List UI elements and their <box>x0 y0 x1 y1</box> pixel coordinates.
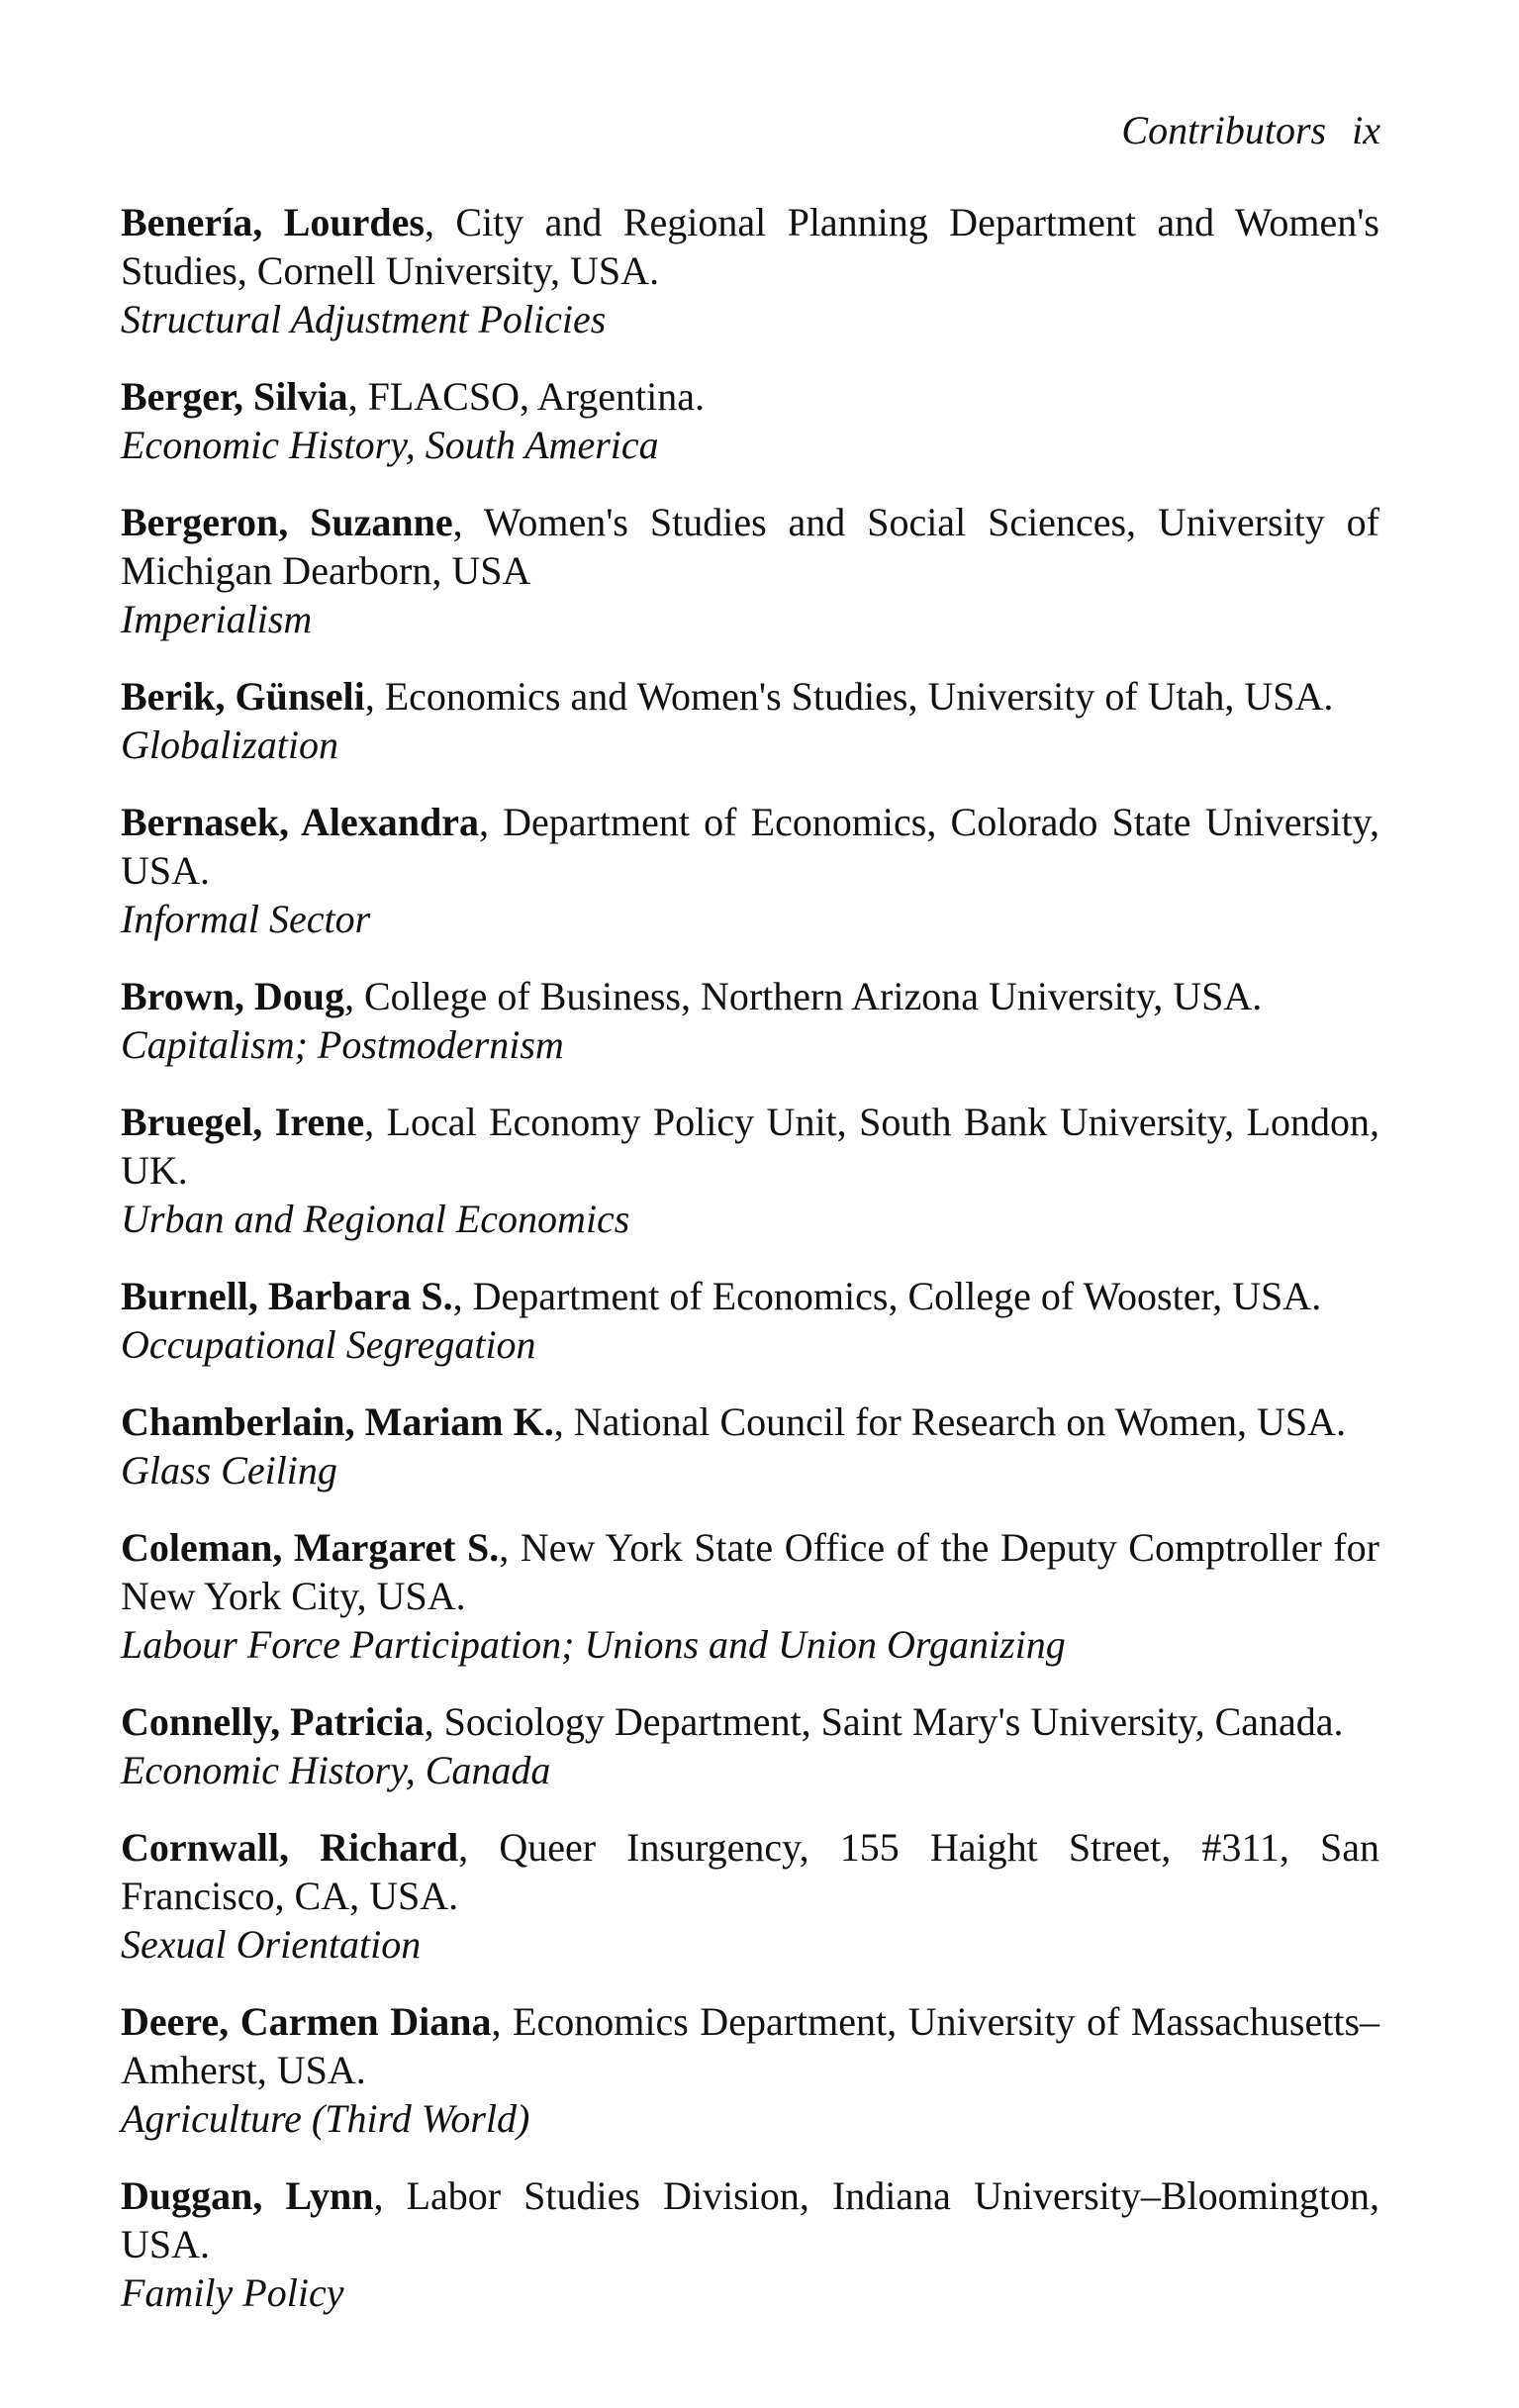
contributor-entry <box>121 198 1379 343</box>
contributor-topic: Urban and Regional Economics <box>121 1197 630 1241</box>
contributor-name: Cornwall, Richard <box>121 1825 459 1870</box>
contributor-list <box>121 198 1379 2346</box>
contributor-details: Bruegel, Irene, Local Economy Policy Unit, South Bank University, London, UK. <box>121 1100 1380 1193</box>
contributor-entry <box>121 798 1379 943</box>
running-header <box>1121 107 1380 154</box>
contributor-affiliation: Economics and Women's Studies, University of Utah, USA. <box>384 674 1334 719</box>
contributor-name: Bernasek, Alexandra <box>121 800 479 844</box>
contributor-name: Berik, Günseli <box>121 674 365 719</box>
contributor-topic: Labour Force Participation; Unions and Union Organizing <box>121 1622 1066 1667</box>
contributor-entry <box>121 972 1379 1069</box>
contributor-details: Chamberlain, Mariam K., National Council for Research on Women, USA. <box>121 1399 1347 1444</box>
contributor-topic: Capitalism; Postmodernism <box>121 1022 564 1067</box>
page-number: ix <box>1352 108 1380 152</box>
contributor-details: Benería, Lourdes, City and Regional Planning Department and Women's Studies, Cornell University, USA. <box>121 200 1379 293</box>
contributor-entry <box>121 372 1379 469</box>
contributor-details: Berik, Günseli, Economics and Women's Studies, University of Utah, USA. <box>121 674 1334 719</box>
contributor-topic: Informal Sector <box>121 897 371 941</box>
contributor-topic: Family Policy <box>121 2270 344 2315</box>
contributor-topic: Structural Adjustment Policies <box>121 297 607 341</box>
contributor-entry <box>121 1523 1379 1669</box>
contributor-topic: Agriculture (Third World) <box>121 2096 530 2141</box>
contributor-name: Benería, Lourdes <box>121 200 425 244</box>
contributor-affiliation: Local Economy Policy Unit, South Bank University, London, UK. <box>121 1100 1380 1193</box>
contributor-name: Bruegel, Irene <box>121 1100 365 1144</box>
contributor-name: Duggan, Lynn <box>121 2173 374 2218</box>
contributor-name: Coleman, Margaret S. <box>121 1525 500 1570</box>
contributor-details: Duggan, Lynn, Labor Studies Division, Indiana University–Bloomington, USA. <box>121 2173 1380 2266</box>
contributor-affiliation: Department of Economics, College of Wooster, USA. <box>472 1274 1322 1318</box>
contributor-name: Burnell, Barbara S. <box>121 1274 453 1318</box>
contributor-topic: Occupational Segregation <box>121 1322 536 1367</box>
contributor-affiliation: College of Business, Northern Arizona University, USA. <box>363 974 1263 1018</box>
contributor-affiliation: Women's Studies and Social Sciences, University of Michigan Dearborn, USA <box>121 500 1379 593</box>
contributor-details: Deere, Carmen Diana, Economics Department, University of Massachusetts–Amherst, USA. <box>121 1999 1380 2092</box>
contributor-topic: Sexual Orientation <box>121 1922 422 1967</box>
contributor-topic: Imperialism <box>121 597 313 641</box>
contributor-affiliation: National Council for Research on Women, USA. <box>573 1399 1347 1444</box>
contributor-entry <box>121 498 1379 643</box>
contributor-details: Cornwall, Richard, Queer Insurgency, 155 Haight Street, #311, San Francisco, CA, USA. <box>121 1825 1380 1918</box>
contributor-affiliation: Labor Studies Division, Indiana University–Bloomington, USA. <box>121 2173 1380 2266</box>
contributor-details: Brown, Doug, College of Business, Northern Arizona University, USA. <box>121 974 1263 1018</box>
contributor-entry <box>121 672 1379 769</box>
contributor-topic: Globalization <box>121 722 339 767</box>
contributor-details: Bernasek, Alexandra, Department of Economics, Colorado State University, USA. <box>121 800 1380 893</box>
contributor-affiliation: City and Regional Planning Department and Women's Studies, Cornell University, USA. <box>121 200 1379 293</box>
contributor-affiliation: Queer Insurgency, 155 Haight Street, #311, San Francisco, CA, USA. <box>121 1825 1380 1918</box>
contributor-name: Berger, Silvia <box>121 374 348 419</box>
contributor-topic: Economic History, South America <box>121 423 659 467</box>
running-header-title: Contributors <box>1121 108 1327 152</box>
contributor-entry <box>121 1098 1379 1243</box>
contributor-entry <box>121 1397 1379 1494</box>
contributor-details: Coleman, Margaret S., New York State Office of the Deputy Comptroller for New York City, USA. <box>121 1525 1380 1618</box>
contributor-affiliation: Sociology Department, Saint Mary's University, Canada. <box>443 1699 1344 1744</box>
contributor-name: Brown, Doug <box>121 974 344 1018</box>
contributor-entry <box>121 1823 1379 1969</box>
contributor-details: Burnell, Barbara S., Department of Economics, College of Wooster, USA. <box>121 1274 1322 1318</box>
contributor-entry <box>121 1997 1379 2143</box>
contributor-entry <box>121 1697 1379 1794</box>
contributor-details: Bergeron, Suzanne, Women's Studies and Social Sciences, University of Michigan Dearborn, USA <box>121 500 1379 593</box>
contributor-topic: Economic History, Canada <box>121 1748 551 1792</box>
contributor-affiliation: Department of Economics, Colorado State University, USA. <box>121 800 1380 893</box>
contributor-entry <box>121 2171 1379 2317</box>
contributor-name: Connelly, Patricia <box>121 1699 425 1744</box>
contributor-name: Chamberlain, Mariam K. <box>121 1399 554 1444</box>
contributor-topic: Glass Ceiling <box>121 1448 337 1493</box>
contributor-details: Connelly, Patricia, Sociology Department, Saint Mary's University, Canada. <box>121 1699 1344 1744</box>
contributor-affiliation: FLACSO, Argentina. <box>367 374 705 419</box>
contributor-name: Bergeron, Suzanne <box>121 500 453 544</box>
contributor-entry <box>121 1272 1379 1369</box>
contributor-affiliation: New York State Office of the Deputy Comptroller for New York City, USA. <box>121 1525 1380 1618</box>
contributor-details: Berger, Silvia, FLACSO, Argentina. <box>121 374 705 419</box>
contributor-affiliation: Economics Department, University of Massachusetts–Amherst, USA. <box>121 1999 1380 2092</box>
contributor-name: Deere, Carmen Diana <box>121 1999 492 2044</box>
